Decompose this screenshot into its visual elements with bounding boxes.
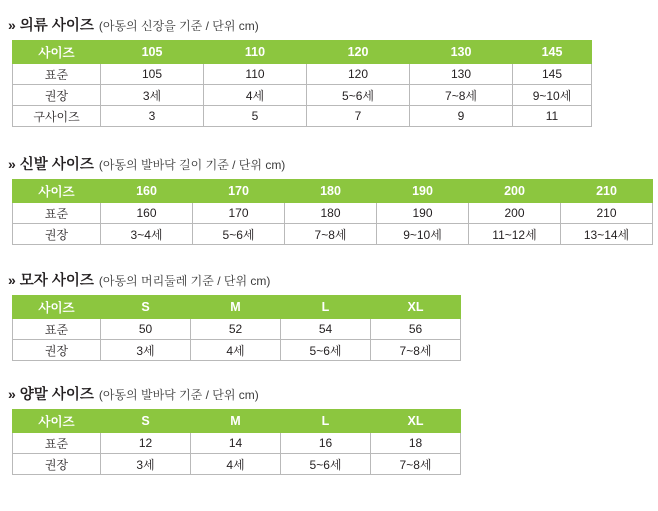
column-header: 145	[513, 41, 592, 64]
section-header	[0, 383, 658, 409]
section-title: 의류 사이즈	[19, 18, 94, 34]
section-header	[0, 14, 658, 40]
table-cell: 3세	[101, 85, 204, 106]
table-row	[13, 203, 653, 224]
table-cell: 4세	[204, 85, 307, 106]
column-header: 110	[204, 41, 307, 64]
table-cell: 4세	[191, 340, 281, 361]
table-cell: 3세	[101, 340, 191, 361]
column-header: L	[281, 296, 371, 319]
column-header: XL	[371, 410, 461, 433]
chevron-right-icon: »	[8, 386, 15, 402]
table-cell: 200	[469, 203, 561, 224]
table-cell: 13~14세	[561, 224, 653, 245]
table-cell: 5~6세	[281, 454, 371, 475]
column-header: 사이즈	[13, 296, 101, 319]
table-cell: 50	[101, 319, 191, 340]
section-header	[0, 153, 658, 179]
table-cell: 11	[513, 106, 592, 127]
table-row	[13, 224, 653, 245]
section-title: 신발 사이즈	[19, 157, 94, 173]
table-cell: 190	[377, 203, 469, 224]
size-table-clothing	[12, 40, 592, 127]
chevron-right-icon: »	[8, 17, 15, 33]
table-header-row	[13, 41, 592, 64]
column-header: M	[191, 296, 281, 319]
row-label: 표준	[13, 64, 101, 85]
chevron-right-icon: »	[8, 272, 15, 288]
table-cell: 5	[204, 106, 307, 127]
table-cell: 5~6세	[193, 224, 285, 245]
table-cell: 9~10세	[377, 224, 469, 245]
table-cell: 7~8세	[410, 85, 513, 106]
table-cell: 210	[561, 203, 653, 224]
table-cell: 3	[101, 106, 204, 127]
section-shoe-size	[0, 153, 658, 245]
column-header: 190	[377, 180, 469, 203]
column-header: 160	[101, 180, 193, 203]
column-header: 사이즈	[13, 180, 101, 203]
table-cell: 5~6세	[281, 340, 371, 361]
size-table-hat	[12, 295, 461, 361]
row-label: 표준	[13, 433, 101, 454]
row-label: 권장	[13, 340, 101, 361]
section-subtitle: (아동의 신장을 기준 / 단위 cm)	[98, 19, 259, 33]
table-row	[13, 340, 461, 361]
column-header: L	[281, 410, 371, 433]
table-cell: 11~12세	[469, 224, 561, 245]
section-subtitle: (아동의 발바닥 길이 기준 / 단위 cm)	[98, 158, 286, 172]
table-cell: 7	[307, 106, 410, 127]
section-clothing-size	[0, 14, 658, 127]
table-cell: 160	[101, 203, 193, 224]
table-cell: 120	[307, 64, 410, 85]
row-label: 구사이즈	[13, 106, 101, 127]
table-cell: 9	[410, 106, 513, 127]
row-label: 표준	[13, 319, 101, 340]
section-subtitle: (아동의 발바닥 기준 / 단위 cm)	[98, 388, 259, 402]
row-label: 권장	[13, 454, 101, 475]
column-header: 사이즈	[13, 410, 101, 433]
table-cell: 5~6세	[307, 85, 410, 106]
row-label: 권장	[13, 224, 101, 245]
section-title: 모자 사이즈	[19, 273, 94, 289]
column-header: 180	[285, 180, 377, 203]
column-header: 사이즈	[13, 41, 101, 64]
table-cell: 16	[281, 433, 371, 454]
table-row	[13, 319, 461, 340]
column-header: XL	[371, 296, 461, 319]
table-header-row	[13, 296, 461, 319]
section-title: 양말 사이즈	[19, 387, 94, 403]
table-row	[13, 433, 461, 454]
table-cell: 9~10세	[513, 85, 592, 106]
table-cell: 4세	[191, 454, 281, 475]
table-row	[13, 85, 592, 106]
column-header: 210	[561, 180, 653, 203]
table-row	[13, 106, 592, 127]
table-cell: 7~8세	[285, 224, 377, 245]
chevron-right-icon: »	[8, 156, 15, 172]
table-cell: 12	[101, 433, 191, 454]
section-hat-size	[0, 269, 658, 361]
table-row	[13, 454, 461, 475]
table-row	[13, 64, 592, 85]
column-header: M	[191, 410, 281, 433]
table-header-row	[13, 180, 653, 203]
table-cell: 170	[193, 203, 285, 224]
table-cell: 18	[371, 433, 461, 454]
table-header-row	[13, 410, 461, 433]
table-cell: 105	[101, 64, 204, 85]
table-cell: 3~4세	[101, 224, 193, 245]
section-subtitle: (아동의 머리둘레 기준 / 단위 cm)	[98, 274, 271, 288]
table-cell: 3세	[101, 454, 191, 475]
section-header	[0, 269, 658, 295]
table-cell: 52	[191, 319, 281, 340]
row-label: 권장	[13, 85, 101, 106]
table-cell: 14	[191, 433, 281, 454]
size-table-socks	[12, 409, 461, 475]
row-label: 표준	[13, 203, 101, 224]
column-header: 170	[193, 180, 285, 203]
size-table-shoes	[12, 179, 653, 245]
table-cell: 180	[285, 203, 377, 224]
column-header: 130	[410, 41, 513, 64]
table-cell: 7~8세	[371, 340, 461, 361]
column-header: 200	[469, 180, 561, 203]
section-sock-size	[0, 383, 658, 475]
column-header: S	[101, 410, 191, 433]
table-cell: 110	[204, 64, 307, 85]
column-header: S	[101, 296, 191, 319]
column-header: 120	[307, 41, 410, 64]
table-cell: 145	[513, 64, 592, 85]
column-header: 105	[101, 41, 204, 64]
table-cell: 56	[371, 319, 461, 340]
table-cell: 54	[281, 319, 371, 340]
table-cell: 130	[410, 64, 513, 85]
table-cell: 7~8세	[371, 454, 461, 475]
